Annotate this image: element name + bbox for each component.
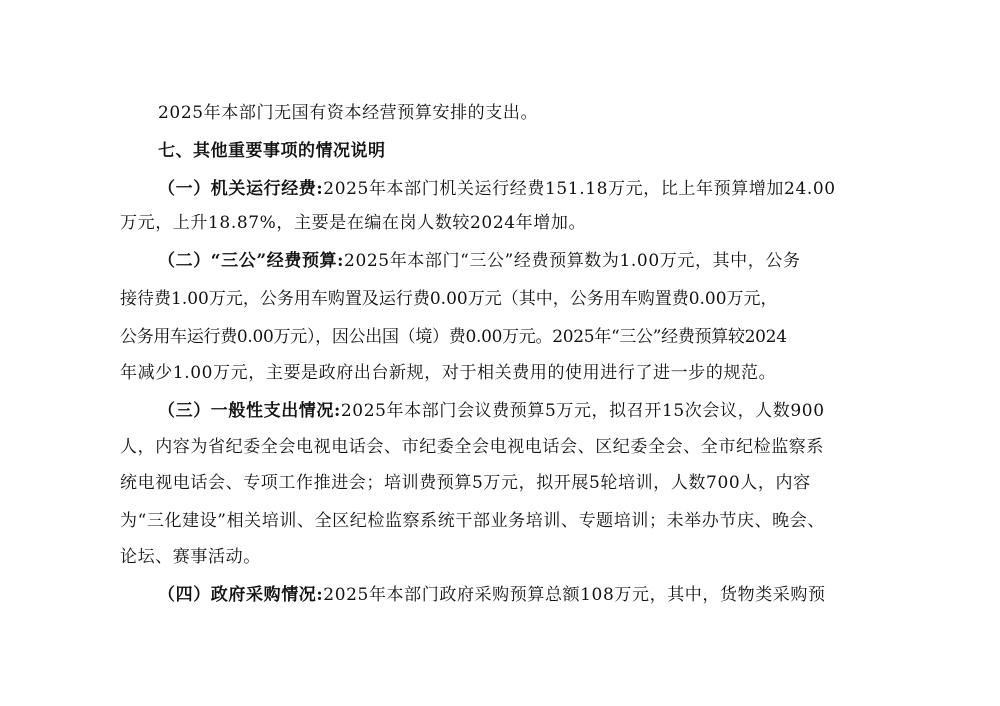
paragraph-3-line-5 <box>120 540 261 574</box>
line-text: 年减少1.00万元，主要是政府出台新规，对于相关费用的使用进行了进一步的规范。 <box>120 363 777 383</box>
line-text: 2025年本部门机关运行经费151.18万元，比上年预算增加24.00 <box>323 179 836 199</box>
paragraph-3-line-2 <box>120 430 824 464</box>
line-text: 2025年本部门“三公”经费预算数为1.00万元，其中，公务 <box>344 251 801 271</box>
paragraph-3-line-1 <box>158 394 825 428</box>
paragraph-1-line-1 <box>158 172 836 206</box>
paragraph-label: （三）一般性支出情况: <box>158 401 341 421</box>
paragraph-3-line-3 <box>120 466 811 500</box>
line-text: 万元，上升18.87%，主要是在编在岗人数较2024年增加。 <box>120 213 587 233</box>
paragraph-2-line-2 <box>120 282 778 316</box>
line-text: 2025年本部门无国有资本经营预算安排的支出。 <box>158 103 539 123</box>
line-text: 统电视电话会、专项工作推进会；培训费预算5万元，拟开展5轮培训，人数700人，内容 <box>120 473 811 493</box>
paragraph-label: （一）机关运行经费: <box>158 179 324 199</box>
line-text: 为“三化建设”相关培训、全区纪检监察系统干部业务培训、专题培训；未举办节庆、晚会、 <box>120 511 825 531</box>
paragraph-4-line-1 <box>158 578 826 612</box>
paragraph-2-line-4 <box>120 356 776 390</box>
line-text: 2025年本部门政府采购预算总额108万元，其中，货物类采购预 <box>323 585 826 605</box>
paragraph-3-line-4 <box>120 504 825 538</box>
line-text: 2025年本部门会议费预算5万元，拟召开15次会议，人数900 <box>340 401 825 421</box>
paragraph-2-line-3 <box>120 320 787 354</box>
paragraph-2-line-1 <box>158 244 801 278</box>
line-text: 接待费1.00万元，公务用车购置及运行费0.00万元（其中，公务用车购置费0.00万元， <box>120 289 778 309</box>
paragraph-label: （二）“三公”经费预算: <box>158 251 345 271</box>
paragraph-1-line-2 <box>120 206 586 240</box>
line-text: 人，内容为省纪委全会电视电话会、市纪委全会电视电话会、区纪委全会、全市纪检监察系 <box>120 437 824 457</box>
line-text: 论坛、赛事活动。 <box>120 547 261 567</box>
text-line <box>158 96 538 130</box>
line-text: 公务用车运行费0.00万元），因公出国（境）费0.00万元。2025年“三公”经费预算较2024 <box>120 327 787 347</box>
section-heading <box>158 134 386 168</box>
paragraph-label: （四）政府采购情况: <box>158 585 324 605</box>
heading-text: 七、其他重要事项的情况说明 <box>158 141 386 161</box>
